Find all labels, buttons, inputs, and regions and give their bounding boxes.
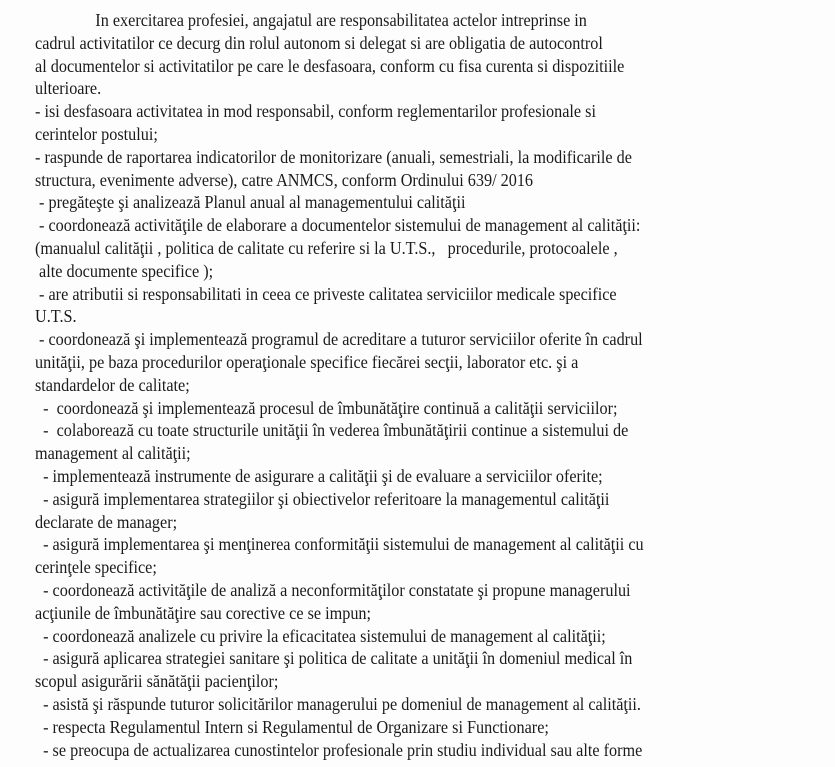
- paragraph-intro-line: al documentelor si activitatilor pe care le desfasoara, conform cu fisa curenta si dispozitiile: [35, 55, 625, 76]
- paragraph-intro-line: In exercitarea profesiei, angajatul are responsabilitatea actelor intreprinse in: [95, 10, 587, 30]
- list-item-line: - isi desfasoara activitatea in mod responsabil, conform reglementarilor profesionale si: [35, 101, 596, 122]
- list-item-line: (manualul calităţii , politica de calitate cu referire si la U.T.S., procedurile, protocoalele ,: [35, 237, 618, 258]
- list-item-line: - pregăteşte şi analizează Planul anual al managementului calităţii: [35, 192, 466, 213]
- list-item-line: - asigură implementarea strategiilor şi obiectivelor referitoare la managementul calităţii: [35, 488, 610, 509]
- list-item-line: - raspunde de raportarea indicatorilor de monitorizare (anuali, semestriali, la modificarile de: [35, 146, 632, 167]
- list-item-line: standardelor de calitate;: [35, 374, 190, 395]
- list-item-line: alte documente specifice );: [35, 260, 214, 281]
- list-item-line: acţiunile de îmbunătăţire sau corective ce se impun;: [35, 602, 372, 623]
- list-item-line: - colaborează cu toate structurile unităţii în vederea îmbunătăţirii continue a sistemului de: [35, 420, 629, 441]
- list-item-line: - se preocupa de actualizarea cunostintelor profesionale prin studiu individual sau alte forme: [35, 739, 643, 760]
- paragraph-intro-line: cadrul activitatilor ce decurg din rolul autonom si delegat si are obligatia de autocontrol: [35, 32, 603, 53]
- list-item-line: management al calităţii;: [35, 443, 191, 464]
- list-item-line: cerintelor postului;: [35, 123, 158, 144]
- list-item-line: structura, evenimente adverse), catre ANMCS, conform Ordinului 639/ 2016: [35, 169, 534, 190]
- list-item-line: - coordonează activităţile de analiză a neconformităţilor constatate şi propune managerului: [35, 579, 631, 600]
- list-item-line: - coordonează şi implementează procesul de îmbunătăţire continuă a calităţii serviciilor;: [35, 397, 618, 418]
- list-item-line: - are atributii si responsabilitati in ceea ce priveste calitatea serviciilor medicale specifice: [35, 283, 617, 304]
- paragraph-intro-line: ulterioare.: [35, 78, 102, 99]
- list-item-line: scopul asigurării sănătăţii pacienţilor;: [35, 671, 279, 692]
- list-item-line: - coordonează analizele cu privire la eficacitatea sistemului de management al calităţii;: [35, 625, 606, 646]
- list-item-line: - coordonează activităţile de elaborare a documentelor sistemului de management al calităţii:: [35, 215, 641, 236]
- list-item-line: - asistă şi răspunde tuturor solicitărilor managerului pe domeniul de management al calităţii.: [35, 693, 641, 714]
- list-item-line: - asigură aplicarea strategiei sanitare şi politica de calitate a unităţii în domeniul medical în: [35, 648, 633, 669]
- list-item-line: unităţii, pe baza procedurilor operaţionale specifice fiecărei secţii, laborator etc. şi a: [35, 351, 579, 372]
- list-item-line: - coordonează şi implementează programul de acreditare a tuturor serviciilor oferite în cadrul: [35, 329, 643, 350]
- document-body: [35, 9, 825, 761]
- list-item-line: U.T.S.: [35, 306, 77, 327]
- list-item-line: - asigură implementarea şi menţinerea conformităţii sistemului de management al calităţii cu: [35, 534, 644, 555]
- list-item-line: cerinţele specifice;: [35, 557, 157, 578]
- list-item-line: - implementează instrumente de asigurare a calităţii şi de evaluare a serviciilor oferite;: [35, 465, 603, 486]
- list-item-line: declarate de manager;: [35, 511, 178, 532]
- list-item-line: - respecta Regulamentul Intern si Regulamentul de Organizare si Functionare;: [35, 716, 549, 737]
